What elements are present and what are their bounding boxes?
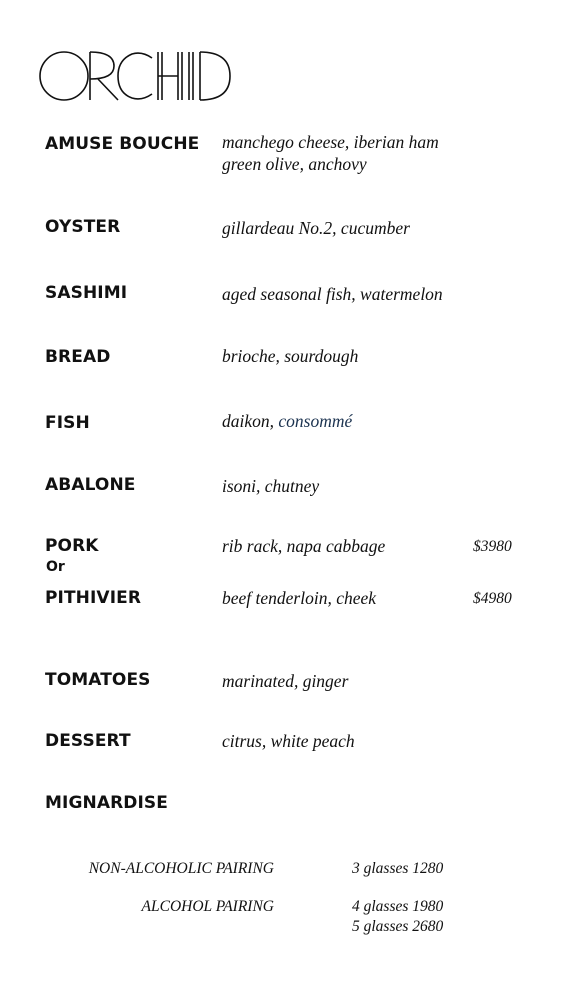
- course-bread: BREAD: [45, 347, 111, 367]
- non-alcoholic-pairing-value: 3 glasses 1280: [352, 860, 444, 877]
- course-dessert: DESSERT: [45, 731, 131, 751]
- alcohol-pairing-value-4: 4 glasses 1980: [352, 898, 444, 915]
- desc-tomatoes: marinated, ginger: [222, 671, 349, 691]
- course-oyster: OYSTER: [45, 217, 121, 237]
- or-label: Or: [46, 559, 65, 575]
- desc-fish-a: daikon,: [222, 411, 279, 431]
- desc-dessert: citrus, white peach: [222, 731, 355, 751]
- course-fish: FISH: [45, 413, 90, 433]
- course-tomatoes: TOMATOES: [45, 670, 151, 690]
- desc-oyster: gillardeau No.2, cucumber: [222, 218, 410, 238]
- desc-abalone: isoni, chutney: [222, 476, 320, 496]
- non-alcoholic-pairing-label: NON-ALCOHOLIC PAIRING: [88, 860, 274, 877]
- desc-amuse-bouche-line2: green olive, anchovy: [222, 154, 367, 174]
- price-pithivier: $4980: [473, 590, 512, 607]
- orchid-logo: [38, 46, 238, 106]
- desc-pork: rib rack, napa cabbage: [222, 536, 386, 556]
- course-pithivier: PITHIVIER: [45, 588, 142, 608]
- desc-sashimi: aged seasonal fish, watermelon: [222, 284, 443, 304]
- desc-fish-b: consommé: [278, 411, 353, 431]
- course-abalone: ABALONE: [45, 475, 136, 495]
- price-pork: $3980: [473, 538, 512, 555]
- course-sashimi: SASHIMI: [45, 283, 128, 303]
- alcohol-pairing-value-5: 5 glasses 2680: [352, 918, 444, 935]
- desc-fish: [222, 410, 352, 432]
- orchid-logo-mark: [38, 46, 238, 106]
- desc-pithivier: beef tenderloin, cheek: [222, 588, 377, 608]
- desc-amuse-bouche-line1: manchego cheese, iberian ham: [222, 132, 439, 152]
- course-amuse-bouche: AMUSE BOUCHE: [45, 134, 200, 154]
- course-pork: PORK: [45, 536, 99, 556]
- course-mignardise: MIGNARDISE: [45, 793, 168, 813]
- desc-bread: brioche, sourdough: [222, 346, 359, 366]
- alcohol-pairing-label: ALCOHOL PAIRING: [141, 898, 274, 915]
